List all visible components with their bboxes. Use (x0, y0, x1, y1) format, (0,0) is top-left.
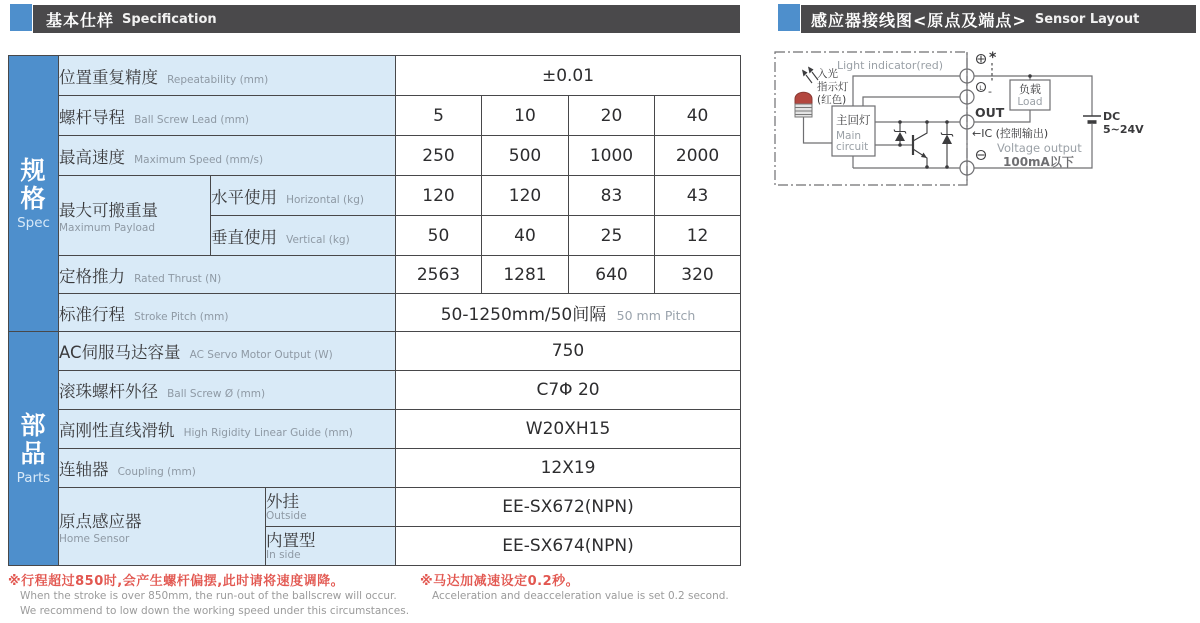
value-speed-3: 1000 (569, 136, 655, 176)
light-ray-arrows-icon (802, 67, 818, 84)
sensor-header-title-zh: 感应器接线图<原点及端点> (811, 10, 1027, 30)
row-label-stroke-pitch (59, 294, 396, 332)
value-lead-3: 20 (569, 96, 655, 136)
sidebar-spec-char1: 规 (20, 155, 47, 185)
sensor-header-bar (801, 5, 1196, 33)
label-zh: 连轴器 (59, 460, 109, 479)
plus-note-star: * (989, 50, 997, 66)
label-zh: 垂直使用 (211, 227, 277, 247)
incoming-light-label-1: 入光 (817, 68, 838, 80)
note-stroke-en1: When the stroke is over 850mm, the run-out of the ballscrew will occur. (20, 590, 397, 602)
zener-diode-icon (941, 122, 953, 167)
note-accel-zh: ※马达加减速设定0.2秒。 (420, 574, 580, 589)
incoming-light-label-3: (红色) (817, 94, 847, 106)
plus-terminal-icon (977, 55, 986, 64)
table-row (9, 96, 741, 136)
sidebar-parts-char2: 品 (20, 438, 47, 468)
minus-internal-wire (853, 156, 960, 168)
ic-output-label: ←IC (控制输出) (972, 127, 1049, 140)
label-en: In side (266, 549, 301, 562)
sublabel-inside (266, 527, 396, 566)
label-en: Vertical (kg) (286, 233, 350, 246)
label-zh: 螺杆导程 (59, 107, 125, 127)
value-lead-1: 5 (396, 96, 482, 136)
note-acceleration (420, 570, 729, 604)
sidebar-spec-en: Spec (17, 214, 50, 231)
label-en: Horizontal (kg) (286, 193, 364, 206)
table-row (9, 410, 741, 449)
sensor-wiring-diagram (770, 45, 1200, 195)
junction-dot (925, 120, 929, 124)
table-row (9, 136, 741, 176)
label-en: Ball Screw Ø (mm) (167, 388, 266, 400)
value-thrust-1: 2563 (396, 256, 482, 294)
row-label-max-payload (59, 176, 211, 256)
row-label-max-speed (59, 136, 396, 176)
label-zh: 最高速度 (59, 147, 125, 167)
value-payload-v-4: 12 (655, 216, 741, 256)
label-zh: 高刚性直线滑轨 (59, 421, 175, 440)
value-payload-h-3: 83 (569, 176, 655, 216)
label-en: Maximum Payload (59, 222, 156, 234)
value-sensor-outside: EE-SX672(NPN) (396, 488, 741, 527)
dc-battery-icon (1083, 116, 1101, 122)
row-label-coupling (59, 449, 396, 488)
label-zh: 外挂 (266, 492, 299, 512)
sidebar-spec-group (9, 56, 59, 332)
main-circuit-label-zh: 主回灯 (836, 113, 871, 127)
label-zh: 标准行程 (59, 304, 125, 324)
led-indicator-icon (795, 92, 812, 104)
note-stroke-en2: We recommend to low down the working speed under this circumstances. (20, 605, 410, 618)
note-stroke-warning (8, 570, 409, 619)
voltage-output-label: Voltage output (997, 141, 1082, 155)
row-label-ball-screw-lead (59, 96, 396, 136)
value-lead-2: 10 (482, 96, 569, 136)
incoming-light-label-2: 指示灯 (817, 81, 849, 93)
value-payload-h-1: 120 (396, 176, 482, 216)
value-payload-v-2: 40 (482, 216, 569, 256)
label-zh: AC伺服马达容量 (59, 343, 181, 362)
main-circuit-label-en1: Main (836, 130, 862, 142)
zener-diode-icon (894, 122, 906, 145)
value-speed-4: 2000 (655, 136, 741, 176)
value-payload-h-2: 120 (482, 176, 569, 216)
spec-table (8, 55, 741, 566)
sidebar-parts-en: Parts (16, 469, 51, 486)
out-label: OUT (975, 105, 1005, 120)
label-en: AC Servo Motor Output (W) (189, 349, 333, 361)
current-limit-label: 100mA以下 (1003, 155, 1074, 169)
table-row (9, 256, 741, 294)
table-row (9, 176, 741, 216)
sidebar-parts-char1: 部 (20, 410, 47, 440)
sensor-header-accent-square (778, 4, 800, 31)
sublabel-outside (266, 488, 396, 527)
stroke-value-zh: 50-1250mm/50间隔 (440, 305, 607, 325)
junction-dot (945, 120, 949, 124)
row-label-repeatability (59, 56, 396, 96)
value-thrust-3: 640 (569, 256, 655, 294)
label-zh: 内置型 (266, 531, 316, 551)
table-row (9, 488, 741, 527)
value-linear-guide: W20XH15 (396, 410, 741, 449)
table-row (9, 449, 741, 488)
label-en: Stroke Pitch (mm) (134, 310, 229, 323)
table-row (9, 371, 741, 410)
label-zh: 位置重复精度 (59, 67, 158, 87)
value-servo-output: 750 (396, 332, 741, 371)
sensor-header-title-en: Sensor Layout (1034, 11, 1140, 27)
svg-text:L: L (979, 83, 983, 92)
table-row (9, 332, 741, 371)
value-payload-v-3: 25 (569, 216, 655, 256)
value-payload-h-4: 43 (655, 176, 741, 216)
label-en: Repeatability (mm) (167, 73, 269, 86)
sublabel-vertical (211, 216, 396, 256)
value-lead-4: 40 (655, 96, 741, 136)
label-zh: 定格推力 (59, 266, 125, 286)
label-zh: 原点感应器 (59, 512, 142, 531)
spec-header-bar (33, 5, 740, 33)
spec-header-accent-square (10, 4, 32, 31)
label-zh: 水平使用 (211, 187, 277, 207)
led-wire (804, 117, 833, 143)
dc-label-1: DC (1103, 110, 1121, 123)
junction-dot (898, 120, 902, 124)
junction-dot (1028, 74, 1032, 78)
value-repeatability: ±0.01 (396, 56, 741, 96)
value-thrust-4: 320 (655, 256, 741, 294)
l-terminal-icon (977, 83, 986, 92)
label-en: Ball Screw Lead (mm) (134, 113, 250, 126)
label-en: Coupling (mm) (117, 466, 196, 478)
junction-dot (945, 165, 949, 169)
row-label-linear-guide (59, 410, 396, 449)
value-thrust-2: 1281 (482, 256, 569, 294)
l-internal-wire (863, 97, 960, 106)
spec-header-title-en: Specification (122, 11, 217, 27)
label-en: High Rigidity Linear Guide (mm) (183, 427, 353, 439)
value-ball-screw-od: C7Φ 20 (396, 371, 741, 410)
main-circuit-label-en2: circuit (836, 141, 869, 153)
label-en: Maximum Speed (mm/s) (134, 153, 264, 166)
dc-label-2: 5~24V (1103, 123, 1144, 136)
note-stroke-zh: ※行程超过850时,会产生螺杆偏摆,此时请将速度调降。 (8, 574, 345, 589)
value-sensor-inside: EE-SX674(NPN) (396, 527, 741, 566)
value-payload-v-1: 50 (396, 216, 482, 256)
sidebar-spec-char2: 格 (20, 183, 47, 213)
value-speed-1: 250 (396, 136, 482, 176)
label-en: Outside (266, 510, 307, 523)
note-accel-en: Acceleration and deacceleration value is set 0.2 second. (432, 590, 729, 602)
minus-terminal-icon (977, 151, 986, 160)
load-label-zh: 负载 (1019, 83, 1041, 96)
load-label-en: Load (1017, 96, 1043, 108)
label-zh: 最大可搬重量 (59, 201, 158, 220)
row-label-home-sensor (59, 488, 266, 566)
sidebar-parts-group (9, 332, 59, 566)
junction-dot (925, 165, 929, 169)
spec-header-title-zh: 基本仕样 (46, 10, 115, 30)
row-label-servo-output (59, 332, 396, 371)
value-speed-2: 500 (482, 136, 569, 176)
plus-internal-wire (853, 76, 960, 106)
row-label-ball-screw-od (59, 371, 396, 410)
label-en: Home Sensor (59, 533, 130, 545)
sublabel-horizontal (211, 176, 396, 216)
row-label-rated-thrust (59, 256, 396, 294)
l-minus-hint: - (988, 85, 992, 98)
label-zh: 滚珠螺杆外径 (59, 382, 158, 401)
table-row (9, 294, 741, 332)
stroke-value-en: 50 mm Pitch (616, 308, 696, 323)
transistor-icon (913, 122, 927, 167)
value-coupling: 12X19 (396, 449, 741, 488)
label-en: Rated Thrust (N) (134, 272, 222, 285)
light-indicator-label: Light indicator(red) (837, 59, 943, 72)
value-stroke-pitch (396, 294, 741, 332)
junction-dot (898, 143, 902, 147)
table-row (9, 56, 741, 96)
